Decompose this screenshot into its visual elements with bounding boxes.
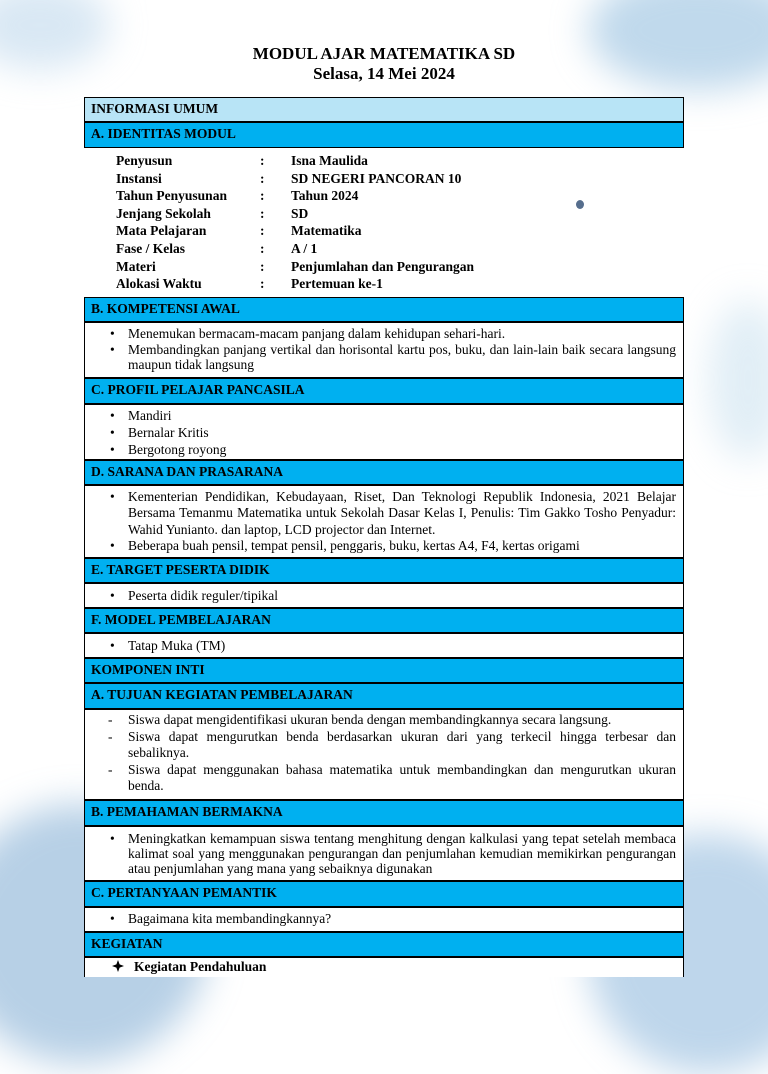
- section-kompetensi-awal: B. KOMPETENSI AWAL: [84, 297, 684, 322]
- tujuan-list: [106, 712, 676, 795]
- document-title: MODUL AJAR MATEMATIKA SD: [252, 44, 516, 63]
- kegiatan-pendahuluan-label: Kegiatan Pendahuluan: [134, 959, 267, 974]
- list-item: • Bagaimana kita membandingkannya?: [106, 911, 676, 927]
- kegiatan-pendahuluan-item: [112, 959, 266, 975]
- list-item: - Siswa dapat menggunakan bahasa matematika untuk membandingkan dan mengurutkan ukuran benda.: [106, 762, 676, 795]
- section-sarana: D. SARANA DAN PRASARANA: [84, 460, 684, 485]
- identity-row: Materi : Penjumlahan dan Pengurangan: [116, 258, 475, 274]
- ink-dot: [576, 200, 584, 209]
- section-informasi-umum: INFORMASI UMUM: [84, 97, 684, 122]
- pertanyaan-list: [106, 911, 676, 927]
- list-item: • Kementerian Pendidikan, Kebudayaan, Riset, Dan Teknologi Republik Indonesia, 2021 Belajar Bersama Temanmu Matematika untuk Sekolah Dasar Kelas I, Penulis: Tim Gakko Tosho Penyadur: Wahid Yunianto. dan laptop, LCD projector dan Internet.: [106, 489, 676, 538]
- section-target-peserta: E. TARGET PESERTA DIDIK: [84, 558, 684, 583]
- identity-row: Instansi : SD NEGERI PANCORAN 10: [116, 170, 462, 186]
- section-profil-pelajar: C. PROFIL PELAJAR PANCASILA: [84, 378, 684, 404]
- list-item: • Tatap Muka (TM): [106, 638, 676, 654]
- section-model-pembelajaran: F. MODEL PEMBELAJARAN: [84, 608, 684, 633]
- identity-row: Tahun Penyusunan : Tahun 2024: [116, 188, 359, 204]
- list-item: • Bernalar Kritis: [106, 424, 676, 441]
- profil-pelajar-list: [106, 407, 676, 458]
- list-item: • Menemukan bermacam-macam panjang dalam kehidupan sehari-hari.: [106, 326, 676, 342]
- watercolor-decoration-right: [708, 300, 768, 460]
- section-tujuan-kegiatan: A. TUJUAN KEGIATAN PEMBELAJARAN: [84, 683, 684, 709]
- pemahaman-list: [106, 831, 676, 877]
- list-item: - Siswa dapat mengidentifikasi ukuran benda dengan membandingkannya secara langsung.: [106, 712, 676, 729]
- document-date: Selasa, 14 Mei 2024: [313, 64, 455, 83]
- identity-row: Fase / Kelas : A / 1: [116, 240, 318, 256]
- identity-row: Penyusun : Isna Maulida: [116, 153, 368, 168]
- section-kegiatan: KEGIATAN: [84, 932, 684, 957]
- section-pertanyaan-pemantik: C. PERTANYAAN PEMANTIK: [84, 881, 684, 907]
- list-item: - Siswa dapat mengurutkan benda berdasarkan ukuran dari yang terkecil hingga terbesar dan sebaliknya.: [106, 729, 676, 762]
- kompetensi-awal-list: [106, 326, 676, 373]
- list-item: • Beberapa buah pensil, tempat pensil, penggaris, buku, kertas A4, F4, kertas origami: [106, 538, 676, 554]
- section-komponen-inti: KOMPONEN INTI: [84, 658, 684, 683]
- model-list: [106, 638, 676, 654]
- section-pemahaman-bermakna: B. PEMAHAMAN BERMAKNA: [84, 800, 684, 826]
- list-item: • Bergotong royong: [106, 441, 676, 458]
- list-item: • Meningkatkan kemampuan siswa tentang menghitung dengan kalkulasi yang tepat setelah membaca kalimat soal yang menggunakan pengurangan dan penjumlahan kemudian memikirkan pengurangan atau penjumlahan yang mana yang sebaiknya digunakan: [106, 831, 676, 877]
- target-list: [106, 588, 676, 604]
- identity-row: Mata Pelajaran : Matematika: [116, 223, 362, 239]
- identity-row: Alokasi Waktu : Pertemuan ke-1: [116, 276, 383, 292]
- list-item: • Peserta didik reguler/tipikal: [106, 588, 676, 604]
- identity-row: Jenjang Sekolah : SD: [116, 205, 309, 221]
- section-identitas-modul: A. IDENTITAS MODUL: [84, 122, 684, 148]
- identity-table: [116, 152, 474, 293]
- list-item: • Mandiri: [106, 407, 676, 424]
- list-item: • Membandingkan panjang vertikal dan horisontal kartu pos, buku, dan lain-lain baik secara langsung maupun tidak langsung: [106, 342, 676, 373]
- diamond-bullet-icon: [112, 959, 134, 975]
- sarana-list: [106, 489, 676, 555]
